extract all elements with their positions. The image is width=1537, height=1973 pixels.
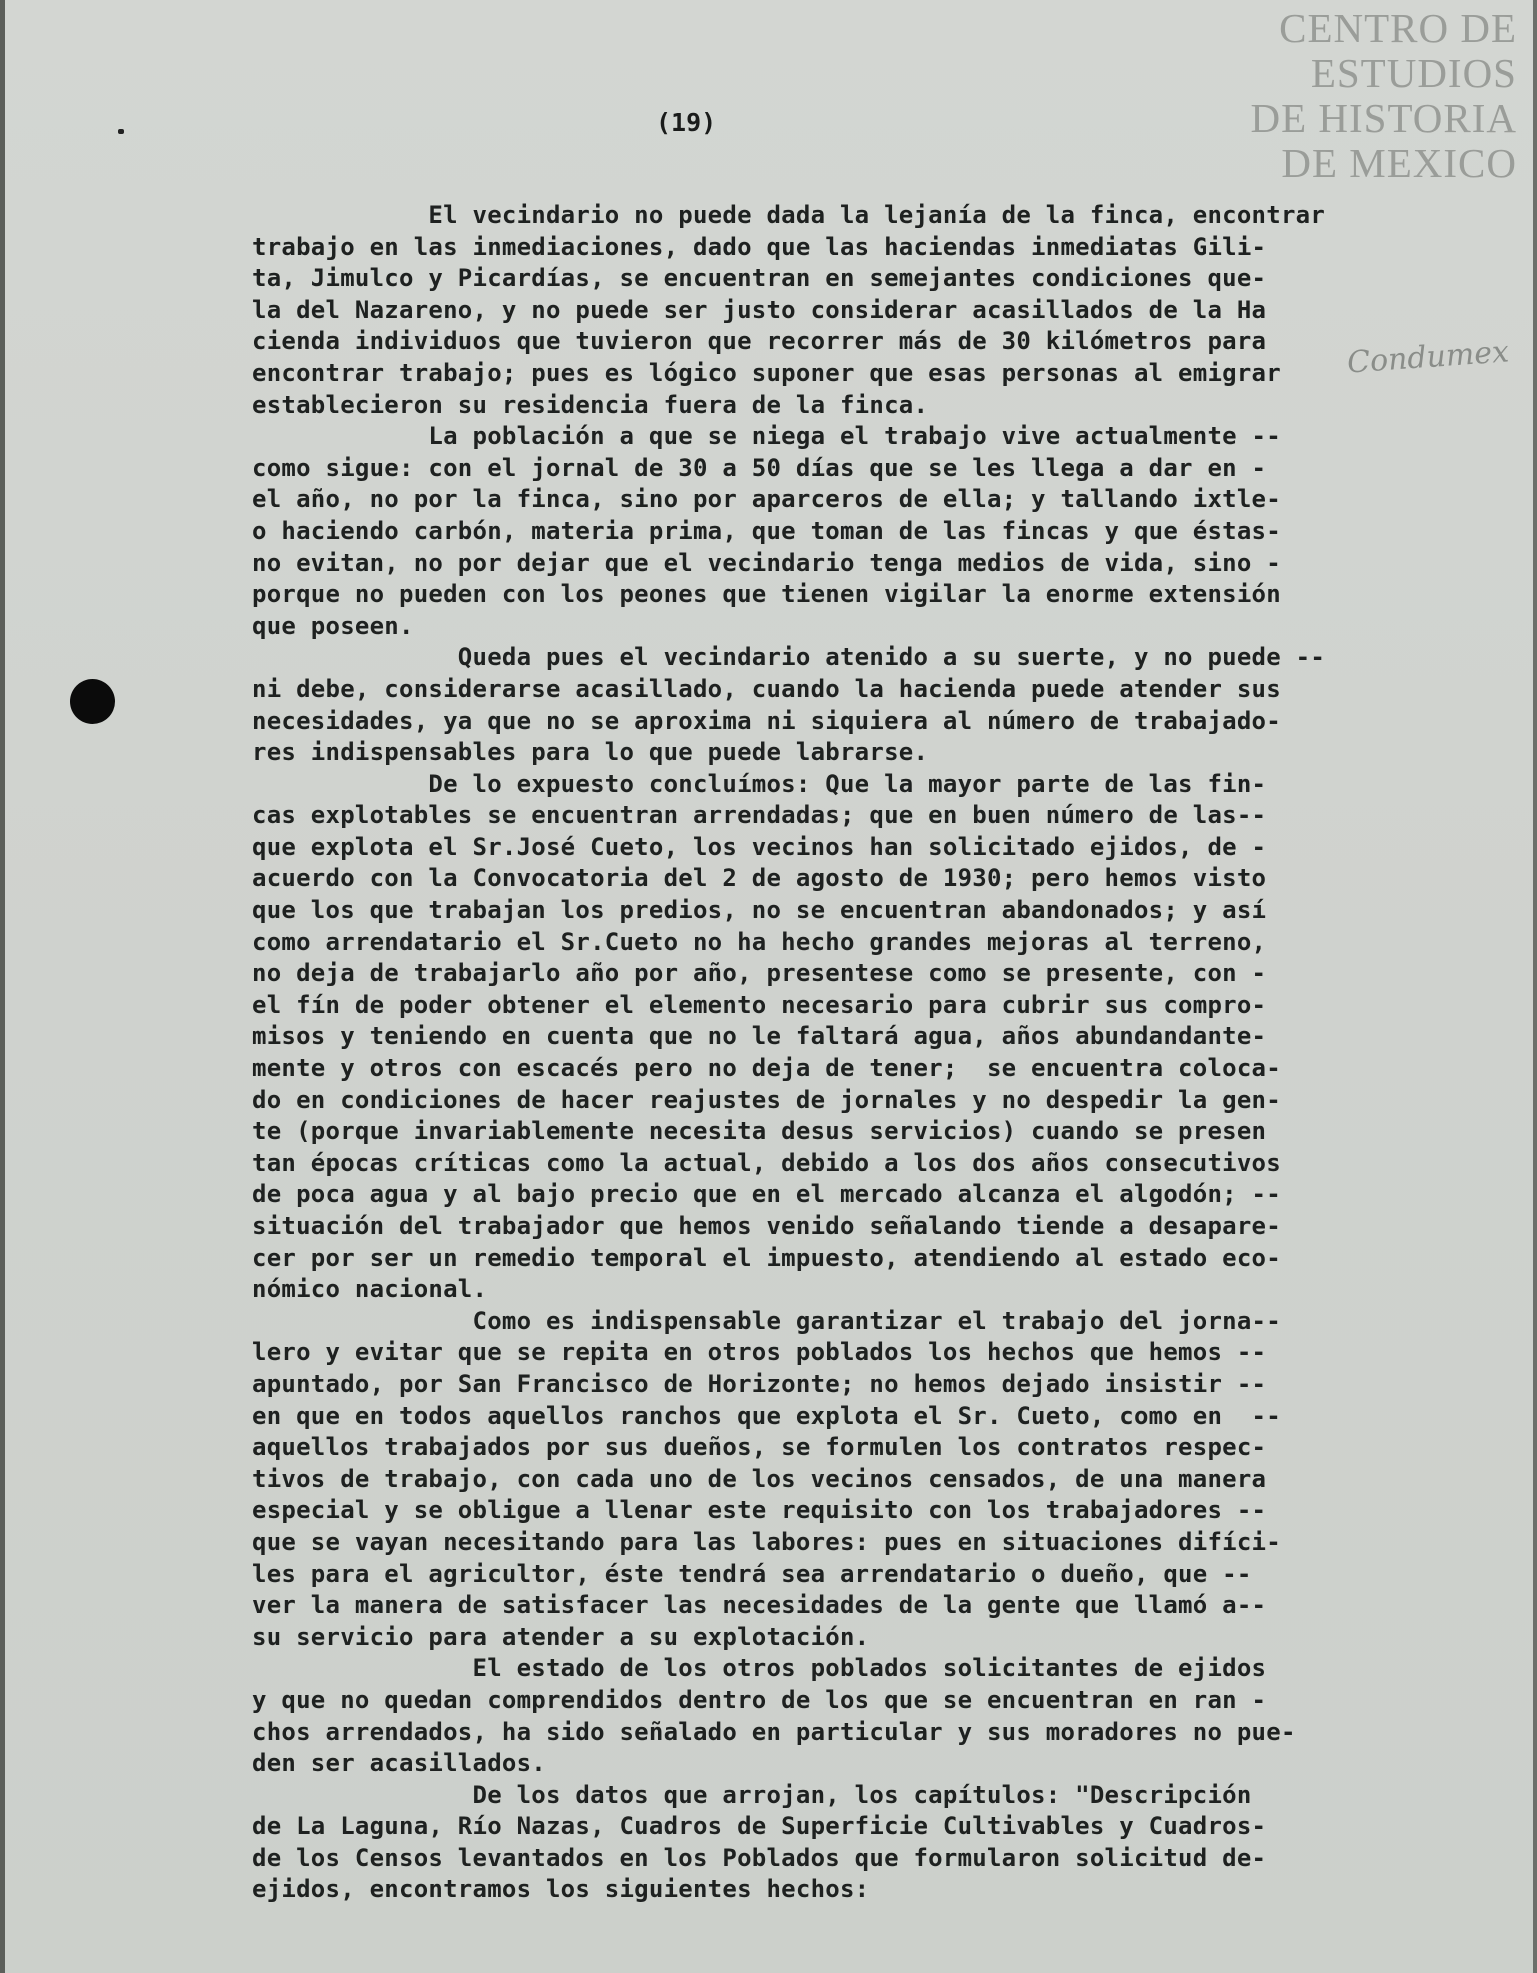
- punch-hole: [70, 679, 115, 724]
- text-line: acuerdo con la Convocatoria del 2 de agosto de 1930; pero hemos visto: [252, 864, 1267, 893]
- text-line: situación del trabajador que hemos venido señalando tiende a desapare-: [252, 1212, 1281, 1240]
- text-line: De los datos que arrojan, los capítulos: "Descripción: [252, 1780, 1252, 1809]
- text-line: Queda pues el vecindario atenido a su suerte, y no puede --: [252, 643, 1326, 672]
- text-line: ta, Jimulco y Picardías, se encuentran en semejantes condiciones que-: [252, 264, 1267, 293]
- text-line: misos y teniendo en cuenta que no le faltará agua, años abundandante-: [252, 1022, 1267, 1051]
- text-line: les para el agricultor, éste tendrá sea arrendatario o dueño, que --: [252, 1559, 1252, 1588]
- text-line: ejidos, encontramos los siguientes hechos:: [252, 1875, 870, 1904]
- archive-watermark: [1217, 6, 1517, 186]
- text-line: porque no pueden con los peones que tienen vigilar la enorme extensión: [252, 580, 1281, 609]
- text-line: de La Laguna, Río Nazas, Cuadros de Superficie Cultivables y Cuadros-: [252, 1812, 1267, 1841]
- text-line: que explota el Sr.José Cueto, los vecinos han solicitado ejidos, de -: [252, 832, 1267, 861]
- text-line: que los que trabajan los predios, no se encuentran abandonados; y así: [252, 896, 1267, 925]
- text-line: den ser acasillados.: [252, 1749, 546, 1778]
- text-line: en que en todos aquellos ranchos que explota el Sr. Cueto, como en --: [252, 1401, 1281, 1430]
- text-line: lero y evitar que se repita en otros poblados los hechos que hemos --: [252, 1338, 1267, 1367]
- text-line: el año, no por la finca, sino por aparceros de ella; y tallando ixtle-: [252, 485, 1281, 514]
- page-number: (19): [656, 108, 717, 137]
- ink-dot: [118, 129, 124, 134]
- text-line: necesidades, ya que no se aproxima ni siquiera al número de trabajado-: [252, 706, 1281, 735]
- text-line: establecieron su residencia fuera de la finca.: [252, 390, 929, 419]
- handwritten-mark: Condumex: [1345, 334, 1511, 381]
- text-line: que poseen.: [252, 611, 414, 640]
- text-line: no deja de trabajarlo año por año, presentese como se presente, con -: [252, 959, 1267, 988]
- text-line: ver la manera de satisfacer las necesidades de la gente que llamó a--: [252, 1591, 1267, 1620]
- text-line: mente y otros con escacés pero no deja de tener; se encuentra coloca-: [252, 1054, 1281, 1083]
- text-line: cas explotables se encuentran arrendadas; que en buen número de las--: [252, 801, 1267, 830]
- text-line: cer por ser un remedio temporal el impuesto, atendiendo al estado eco-: [252, 1243, 1281, 1272]
- text-line: apuntado, por San Francisco de Horizonte; no hemos dejado insistir --: [252, 1369, 1267, 1398]
- scan-edge-left: [0, 0, 5, 1973]
- text-line: El estado de los otros poblados solicitantes de ejidos: [252, 1654, 1267, 1683]
- text-line: como sigue: con el jornal de 30 a 50 días que se les llega a dar en -: [252, 453, 1267, 482]
- typewritten-body: [252, 200, 1514, 1906]
- text-line: De lo expuesto concluímos: Que la mayor parte de las fin-: [252, 769, 1267, 798]
- text-line: El vecindario no puede dada la lejanía de la finca, encontrar: [252, 201, 1326, 229]
- text-line: te (porque invariablemente necesita desus servicios) cuando se presen: [252, 1117, 1267, 1146]
- text-line: Como es indispensable garantizar el trabajo del jorna--: [252, 1306, 1281, 1335]
- text-line: res indispensables para lo que puede labrarse.: [252, 738, 929, 767]
- text-line: tivos de trabajo, con cada uno de los vecinos censados, de una manera: [252, 1464, 1267, 1493]
- text-line: que se vayan necesitando para las labores: pues en situaciones difíci-: [252, 1527, 1281, 1556]
- text-line: no evitan, no por dejar que el vecindario tenga medios de vida, sino -: [252, 548, 1281, 577]
- text-line: ni debe, considerarse acasillado, cuando la hacienda puede atender sus: [252, 674, 1281, 703]
- text-line: aquellos trabajados por sus dueños, se formulen los contratos respec-: [252, 1433, 1267, 1462]
- text-line: nómico nacional.: [252, 1275, 488, 1304]
- scan-edge-right: [1533, 0, 1537, 1973]
- watermark-line: ESTUDIOS: [1310, 50, 1517, 96]
- watermark-line: DE HISTORIA: [1250, 95, 1517, 141]
- text-line: encontrar trabajo; pues es lógico suponer que esas personas al emigrar: [252, 358, 1281, 387]
- text-line: chos arrendados, ha sido señalado en particular y sus moradores no pue-: [252, 1717, 1296, 1746]
- text-line: su servicio para atender a su explotación.: [252, 1622, 870, 1651]
- watermark-line: CENTRO DE: [1279, 5, 1517, 51]
- text-line: y que no quedan comprendidos dentro de los que se encuentran en ran -: [252, 1685, 1267, 1714]
- text-line: de los Censos levantados en los Poblados que formularon solicitud de-: [252, 1843, 1267, 1872]
- watermark-line: DE MEXICO: [1281, 140, 1517, 186]
- text-line: de poca agua y al bajo precio que en el mercado alcanza el algodón; --: [252, 1180, 1281, 1209]
- text-line: cienda individuos que tuvieron que recorrer más de 30 kilómetros para: [252, 327, 1267, 356]
- text-line: do en condiciones de hacer reajustes de jornales y no despedir la gen-: [252, 1085, 1281, 1114]
- text-line: la del Nazareno, y no puede ser justo considerar acasillados de la Ha: [252, 295, 1267, 324]
- text-line: trabajo en las inmediaciones, dado que las haciendas inmediatas Gili-: [252, 232, 1267, 261]
- text-line: como arrendatario el Sr.Cueto no ha hecho grandes mejoras al terreno,: [252, 927, 1267, 956]
- text-line: especial y se obligue a llenar este requisito con los trabajadores --: [252, 1496, 1267, 1525]
- text-line: La población a que se niega el trabajo vive actualmente --: [252, 422, 1281, 451]
- text-line: tan épocas críticas como la actual, debido a los dos años consecutivos: [252, 1148, 1281, 1177]
- text-line: o haciendo carbón, materia prima, que toman de las fincas y que éstas-: [252, 516, 1281, 545]
- text-line: el fín de poder obtener el elemento necesario para cubrir sus compro-: [252, 990, 1267, 1019]
